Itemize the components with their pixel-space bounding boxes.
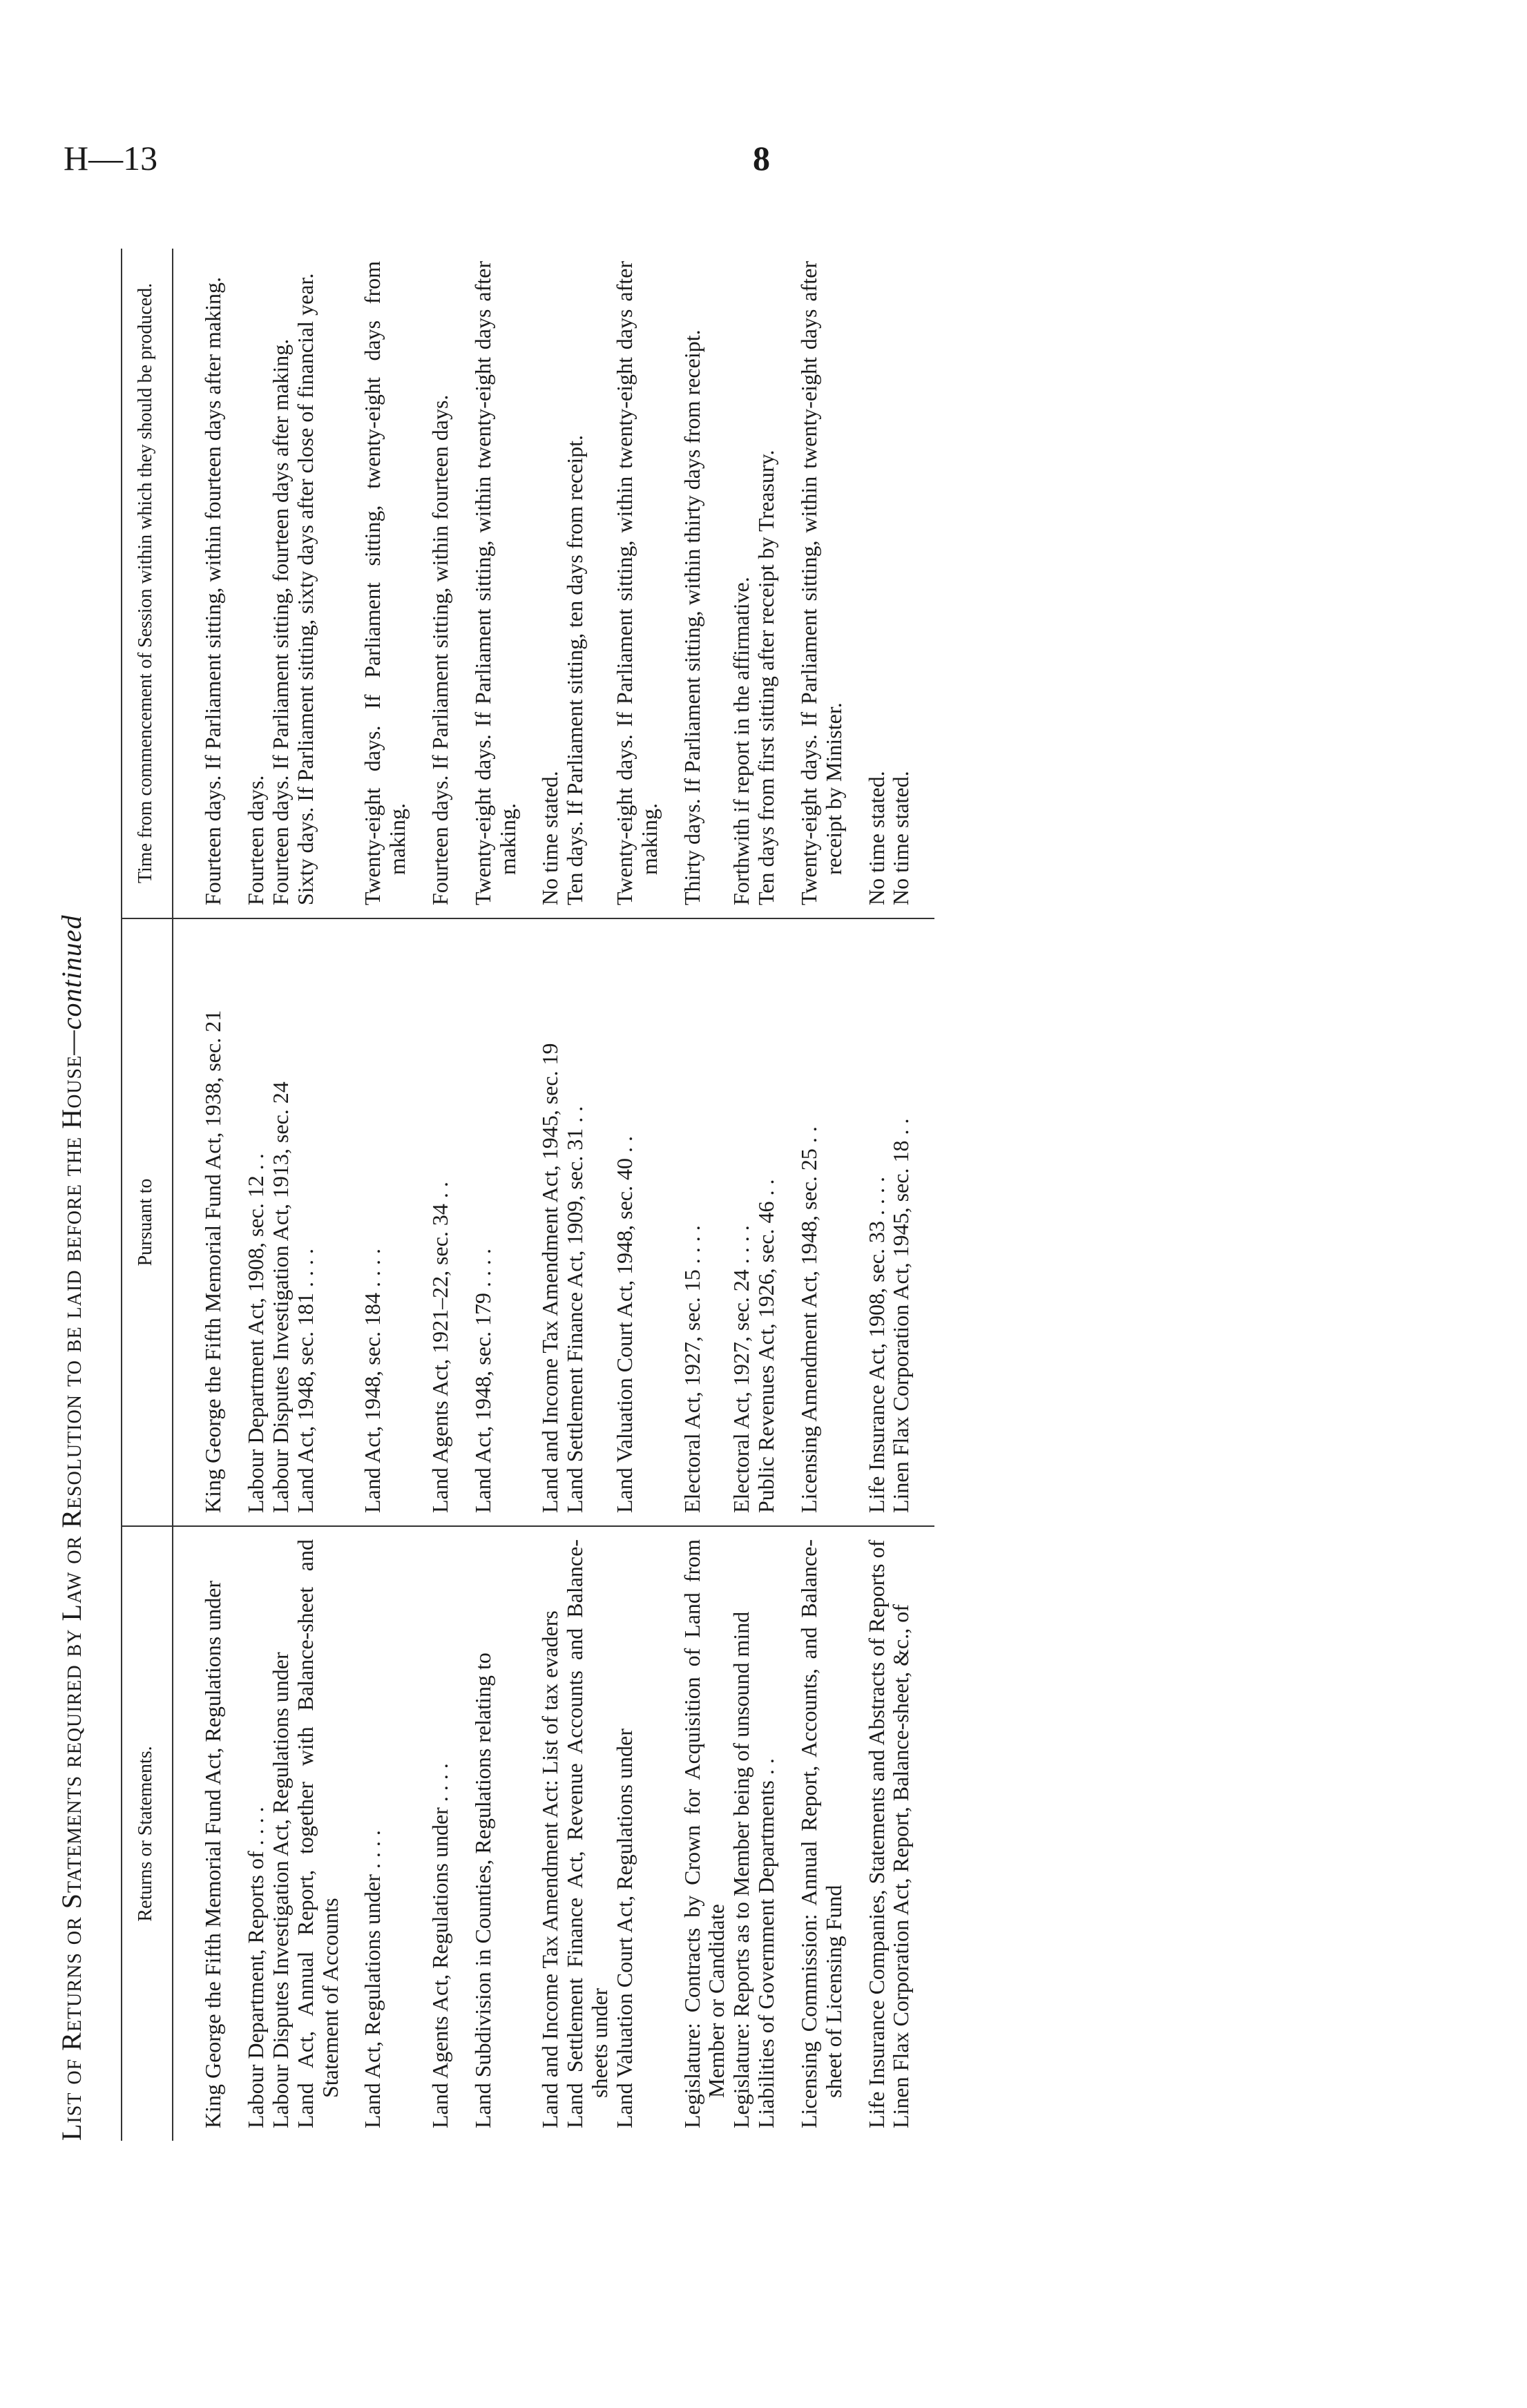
pursuant-cell: Life Insurance Act, 1908, sec. 33 . . . . <box>863 1177 889 1513</box>
returns-cell: Land Agents Act, Regulations under . . . . <box>427 1763 452 2128</box>
table-row <box>520 249 563 2141</box>
title-main: List of Returns or Statements required by Law or Resolution to be laid before the House <box>56 1054 87 2141</box>
time-cell: Sixty days. If Parliament sitting, sixty days after close of financial year. <box>292 273 318 905</box>
returns-cell: Liabilities of Government Departments . . <box>753 1758 779 2128</box>
returns-cell: Labour Disputes Investigation Act, Regulations under <box>267 1652 293 2128</box>
rotated-table-region <box>55 235 1437 2141</box>
page-code: H—13 <box>64 139 158 177</box>
time-cell: Thirty days. If Parliament sitting, within thirty days from receipt. <box>679 329 704 905</box>
column-header-time: Time from commencement of Session within which they should be produced. <box>122 249 173 918</box>
pursuant-cell: Land Act, 1948, sec. 179 . . . . <box>470 1248 495 1513</box>
time-cell: Fourteen days. If Parliament sitting, fourteen days after making. <box>267 338 293 905</box>
pursuant-cell: King George the Fifth Memorial Fund Act, 1938, sec. 21 <box>200 1010 226 1513</box>
pursuant-cell: Linen Flax Corporation Act, 1945, sec. 18 . . <box>888 1118 914 1513</box>
time-cell: Twenty-eight days. If Parliament sitting, within twenty-eight days after making. <box>611 261 662 905</box>
table-row <box>779 249 847 2141</box>
table-row <box>613 249 662 2141</box>
returns-cell: Land Valuation Court Act, Regulations under <box>611 1728 637 2128</box>
page-number: 8 <box>753 139 770 177</box>
time-cell: No time stated. <box>537 771 563 905</box>
pursuant-cell: Land Act, 1948, sec. 184 . . . . <box>360 1248 385 1513</box>
time-cell: No time stated. <box>888 771 914 905</box>
pursuant-cell: Electoral Act, 1927, sec. 15 . . . . <box>679 1225 704 1513</box>
returns-cell: Land Act, Regulations under . . . . <box>360 1830 385 2128</box>
table-row <box>889 249 934 2141</box>
returns-cell: Legislature: Reports as to Member being of unsound mind <box>729 1611 754 2128</box>
time-cell: Fourteen days. If Parliament sitting, within fourteen days. <box>427 394 452 905</box>
table-row <box>563 249 613 2141</box>
time-cell: Fourteen days. <box>243 775 269 905</box>
pursuant-cell: Land and Income Tax Amendment Act, 1945, sec. 19 <box>537 1043 563 1513</box>
pursuant-cell: Land Agents Act, 1921–22, sec. 34 . . <box>427 1182 452 1513</box>
pursuant-cell: Labour Disputes Investigation Act, 1913, sec. 24 <box>267 1081 293 1513</box>
returns-cell: Linen Flax Corporation Act, Report, Balance-sheet, &c., of <box>888 1604 914 2128</box>
table-row <box>754 249 779 2141</box>
page-header <box>0 138 1527 207</box>
returns-cell: Life Insurance Companies, Statements and Abstracts of Reports of <box>863 1539 889 2128</box>
table-row <box>847 249 890 2141</box>
time-cell: Ten days from first sitting after receipt by Treasury. <box>753 450 779 905</box>
table-row <box>226 249 269 2141</box>
time-cell: Twenty-eight days. If Parliament sitting, twenty-eight days from making. <box>360 261 410 905</box>
table-header-row <box>122 249 173 2141</box>
pursuant-cell: Labour Department Act, 1908, sec. 12 . . <box>243 1153 269 1513</box>
document-title <box>55 235 97 2141</box>
column-header-returns: Returns or Statements. <box>122 1526 173 2141</box>
table-row <box>173 249 226 2141</box>
table-row <box>729 249 754 2141</box>
time-cell: No time stated. <box>863 771 889 905</box>
returns-cell: Licensing Commission: Annual Report, Accounts, and Balance-sheet of Licensing Fund <box>796 1539 846 2128</box>
table-row <box>662 249 730 2141</box>
returns-cell: Legislature: Contracts by Crown for Acquisition of Land from Member or Candidate <box>679 1539 729 2128</box>
returns-cell: Labour Department, Reports of . . . . <box>243 1807 269 2128</box>
time-cell: Twenty-eight days. If Parliament sitting, within twenty-eight days after making. <box>470 261 520 905</box>
table-row <box>294 249 343 2141</box>
returns-cell: Land Subdivision in Counties, Regulations relating to <box>470 1653 495 2128</box>
pursuant-cell: Electoral Act, 1927, sec. 24 . . . . <box>729 1225 754 1513</box>
returns-cell: Land and Income Tax Amendment Act: List of tax evaders <box>537 1610 563 2128</box>
table-row <box>410 249 453 2141</box>
time-cell: Forthwith if report in the affirmative. <box>729 577 754 905</box>
pursuant-cell: Land Valuation Court Act, 1948, sec. 40 . . <box>611 1136 637 1513</box>
pursuant-cell: Public Revenues Act, 1926, sec. 46 . . <box>753 1179 779 1513</box>
column-header-pursuant: Pursuant to <box>122 918 173 1526</box>
pursuant-cell: Licensing Amendment Act, 1948, sec. 25 . . <box>796 1126 821 1513</box>
table-row <box>343 249 410 2141</box>
pursuant-cell: Land Act, 1948, sec. 181 . . . . <box>292 1248 318 1513</box>
time-cell: Twenty-eight days. If Parliament sitting, within twenty-eight days after receipt by Minister. <box>796 261 846 905</box>
pursuant-cell: Land Settlement Finance Act, 1909, sec. 31 . . <box>562 1106 588 1513</box>
table-row <box>269 249 294 2141</box>
returns-cell: Land Act, Annual Report, together with Balance-sheet and Statement of Accounts <box>292 1539 343 2128</box>
table-row <box>453 249 521 2141</box>
time-cell: Ten days. If Parliament sitting, ten days from receipt. <box>562 434 588 905</box>
title-continued: —continued <box>56 914 87 1055</box>
returns-cell: King George the Fifth Memorial Fund Act, Regulations under <box>200 1580 226 2128</box>
returns-table <box>121 249 934 2141</box>
time-cell: Fourteen days. If Parliament sitting, within fourteen days after making. <box>200 277 226 905</box>
returns-cell: Land Settlement Finance Act, Revenue Accounts and Balance-sheets under <box>562 1539 613 2128</box>
